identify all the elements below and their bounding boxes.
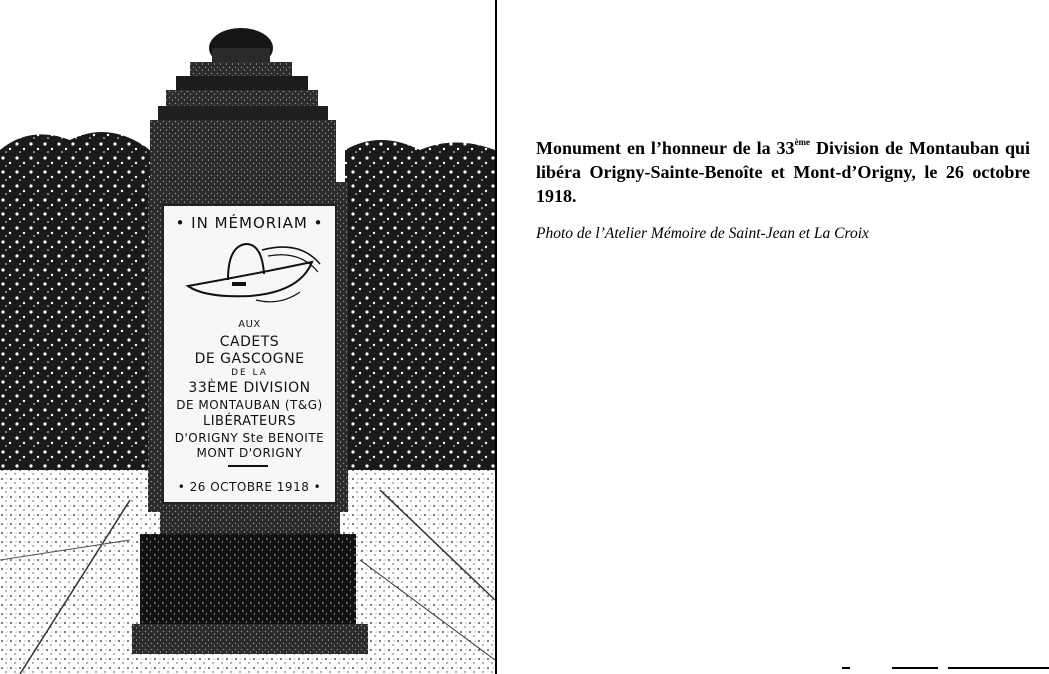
caption [536, 136, 1030, 244]
caption-part-2: Division de Montauban qui libéra Origny-Sainte-Benoîte et Mont-d’Origny, le 26 octobre 1918. [536, 138, 1030, 206]
plaque-line-montauban: DE MONTAUBAN (T&G) [176, 398, 323, 412]
plaque-line-date: • 26 OCTOBRE 1918 • [177, 480, 322, 494]
footer-rule-long [948, 667, 1049, 669]
plaque-title: • IN MÉMORIAM • [175, 214, 324, 232]
plaque-line-dela: DE LA [231, 368, 268, 378]
plaque-line-origny: D'ORIGNY Ste BENOITE [174, 431, 325, 445]
caption-superscript: ème [794, 137, 811, 147]
monument-photo [0, 0, 497, 674]
photo-credit: Photo de l’Atelier Mémoire de Saint-Jean et La Croix [536, 225, 869, 242]
plaque-line-cadets: CADETS [219, 334, 280, 350]
footer-rule-short [842, 667, 850, 669]
plaque-line-liberateurs: LIBÉRATEURS [202, 414, 297, 429]
plaque-line-mont: MONT D'ORIGNY [196, 446, 303, 460]
plaque-line-aux: AUX [238, 319, 261, 330]
plaque-line-division: 33ÈME DIVISION [188, 380, 311, 396]
caption-text [536, 136, 1030, 208]
plaque-line-gascogne: DE GASCOGNE [194, 351, 305, 367]
footer-rule-medium [892, 667, 938, 669]
caption-part-1: Monument en l’honneur de la 33 [536, 138, 795, 158]
